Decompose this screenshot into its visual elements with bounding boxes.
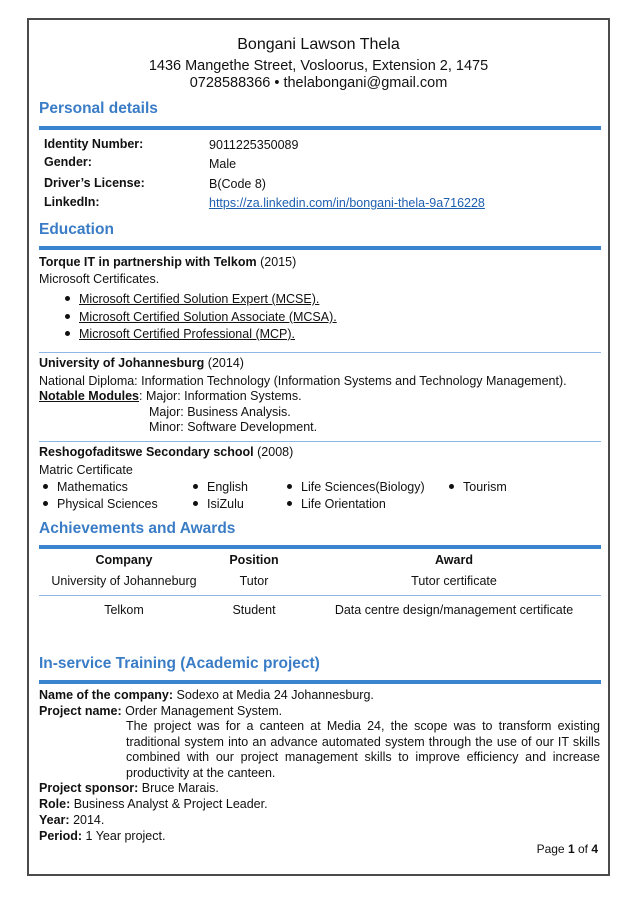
school-heading — [39, 445, 293, 459]
subject-name: Physical Sciences — [57, 497, 158, 511]
current-page: 1 — [567, 842, 575, 856]
section-rule — [39, 545, 601, 549]
institution-name: Reshogofaditswe Secondary school — [39, 445, 254, 459]
section-title-training: In-service Training (Academic project) — [39, 655, 320, 672]
table-header-position: Position — [229, 553, 279, 567]
module-item: Minor: Software Development. — [149, 420, 318, 434]
list-item — [449, 480, 507, 494]
torque-desc: Microsoft Certificates. — [39, 272, 160, 286]
section-title-personal: Personal details — [39, 100, 158, 117]
candidate-address: 1436 Mangethe Street, Vosloorus, Extension 2, 1475 — [148, 58, 489, 74]
section-rule — [39, 680, 601, 684]
field-label: Role: — [39, 797, 71, 811]
bullet-icon — [193, 484, 198, 489]
list-item — [287, 480, 425, 494]
field-label: Year: — [39, 813, 70, 827]
list-item — [65, 310, 337, 324]
module-item: Major: Business Analysis. — [149, 405, 291, 419]
list-item — [65, 292, 319, 306]
training-company — [39, 688, 374, 702]
personal-label: Gender: — [44, 155, 92, 169]
list-item — [43, 480, 128, 494]
section-title-education: Education — [39, 221, 114, 238]
training-role — [39, 797, 268, 811]
candidate-name: Bongani Lawson Thela — [237, 36, 400, 53]
field-value: Business Analyst & Project Leader. — [70, 797, 268, 811]
personal-label: Identity Number: — [44, 137, 144, 151]
subject-name: IsiZulu — [207, 497, 244, 511]
bullet-icon — [43, 501, 48, 506]
field-label: Project sponsor: — [39, 781, 139, 795]
institution-name: Torque IT in partnership with Telkom — [39, 255, 257, 269]
institution-name: University of Johannesburg — [39, 356, 205, 370]
table-divider — [39, 595, 601, 596]
field-label: Name of the company: — [39, 688, 174, 702]
personal-label: LinkedIn: — [44, 195, 100, 209]
bullet-icon — [43, 484, 48, 489]
field-value: 1 Year project. — [82, 829, 166, 843]
uj-heading — [39, 356, 244, 370]
torque-heading — [39, 255, 296, 269]
section-title-awards: Achievements and Awards — [39, 520, 236, 537]
table-cell: Tutor certificate — [411, 574, 497, 588]
section-rule — [39, 126, 601, 130]
section-rule — [39, 246, 601, 250]
personal-value: 9011225350089 — [209, 138, 299, 152]
field-value: Sodexo at Media 24 Johannesburg. — [173, 688, 374, 702]
table-header-award: Award — [435, 553, 473, 567]
list-item — [193, 497, 244, 511]
page-number — [537, 842, 598, 856]
table-cell: Data centre design/management certificate — [334, 603, 574, 617]
bullet-icon — [65, 331, 70, 336]
training-year — [39, 813, 104, 827]
certificate-name: Microsoft Certified Solution Associate (MCSA). — [79, 310, 337, 324]
list-item — [65, 327, 295, 341]
table-cell: Student — [232, 603, 276, 617]
uj-desc: National Diploma: Information Technology (Information Systems and Technology Management). — [39, 374, 567, 388]
bullet-icon — [193, 501, 198, 506]
field-value: Bruce Marais. — [138, 781, 219, 795]
school-desc: Matric Certificate — [39, 463, 133, 477]
personal-value: Male — [209, 157, 237, 171]
bullet-icon — [287, 484, 292, 489]
divider — [39, 352, 601, 353]
field-value: 2014. — [69, 813, 105, 827]
subject-name: English — [207, 480, 248, 494]
field-label: Period: — [39, 829, 83, 843]
bullet-icon — [65, 296, 70, 301]
subject-name: Mathematics — [57, 480, 128, 494]
table-cell: Tutor — [239, 574, 269, 588]
bullet-icon — [65, 314, 70, 319]
candidate-contact: 0728588366 • thelabongani@gmail.com — [189, 75, 448, 91]
table-cell: Telkom — [104, 603, 144, 617]
subject-name: Life Orientation — [301, 497, 386, 511]
field-label: Project name: — [39, 704, 122, 718]
institution-year: (2015) — [260, 255, 297, 269]
linkedin-link[interactable]: https://za.linkedin.com/in/bongani-thela-9a716228 — [209, 196, 485, 210]
page-word: Page — [536, 842, 568, 856]
uj-modules-line — [39, 389, 302, 403]
bullet-icon — [449, 484, 454, 489]
bullet-icon — [287, 501, 292, 506]
subject-name: Life Sciences(Biology) — [301, 480, 425, 494]
table-cell: University of Johanneburg — [51, 574, 197, 588]
certificate-name: Microsoft Certified Solution Expert (MCSE). — [79, 292, 320, 306]
institution-year: (2008) — [257, 445, 294, 459]
resume-page — [27, 18, 610, 876]
subject-name: Tourism — [463, 480, 507, 494]
table-header-company: Company — [95, 553, 153, 567]
personal-label: Driver’s License: — [44, 176, 145, 190]
modules-label: Notable Modules — [39, 389, 140, 403]
training-period — [39, 829, 165, 843]
list-item — [193, 480, 248, 494]
of-word: of — [574, 842, 592, 856]
personal-value: B(Code 8) — [209, 177, 266, 191]
module-item: : Major: Information Systems. — [139, 389, 302, 403]
certificate-name: Microsoft Certified Professional (MCP). — [79, 327, 296, 341]
field-value: Order Management System. — [121, 704, 283, 718]
institution-year: (2014) — [207, 356, 244, 370]
total-pages: 4 — [591, 842, 598, 856]
list-item — [287, 497, 386, 511]
divider — [39, 441, 601, 442]
training-project — [39, 704, 282, 718]
list-item — [43, 497, 158, 511]
project-description: The project was for a canteen at Media 24, the scope was to transform existing traditional system into an advance automated system through the use of our IT skills combined with our project management skills to improve efficiency and increase productivity at the canteen. — [126, 719, 600, 780]
training-sponsor — [39, 781, 219, 795]
